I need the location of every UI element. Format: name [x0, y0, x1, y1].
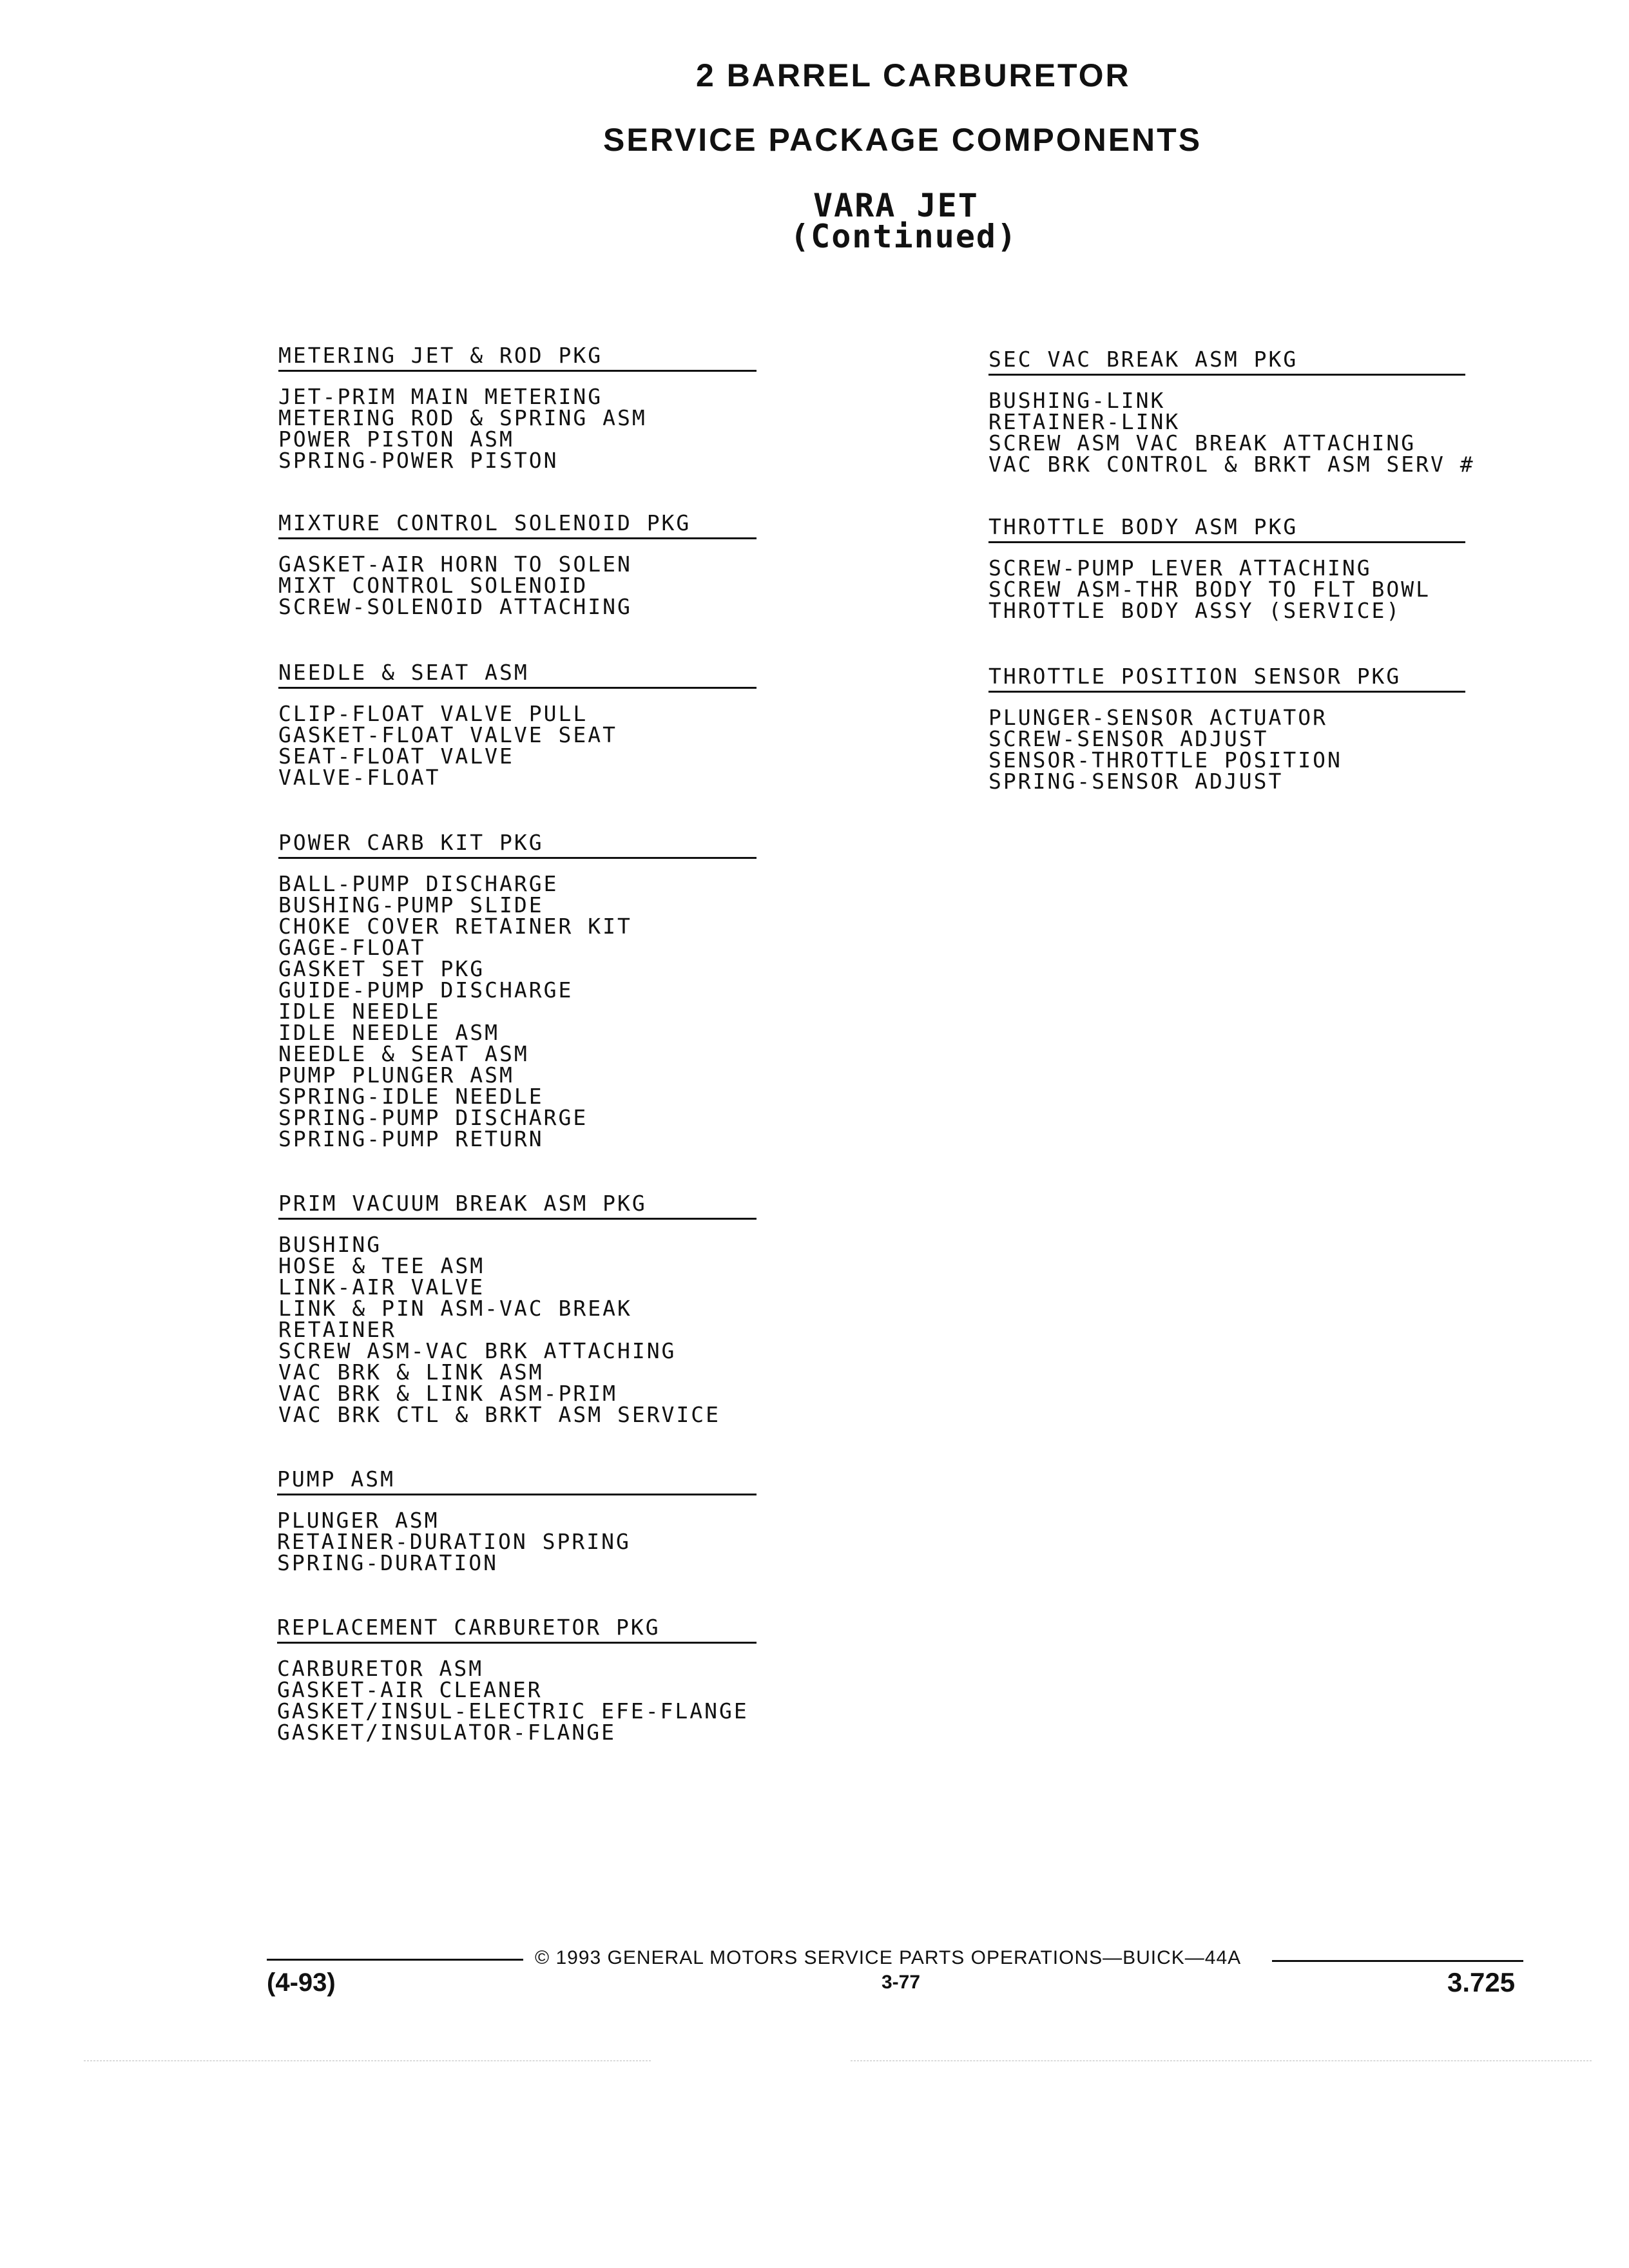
part-item: POWER PISTON ASM — [278, 427, 514, 452]
part-item: VAC BRK & LINK ASM — [278, 1360, 544, 1385]
package-section — [278, 1191, 757, 1425]
part-item: BUSHING — [278, 1232, 382, 1257]
section-header: SEC VAC BREAK ASM PKG — [988, 347, 1298, 372]
part-item: VAC BRK CONTROL & BRKT ASM SERV # — [988, 452, 1475, 477]
package-section — [988, 514, 1465, 621]
section-items — [278, 873, 757, 1149]
package-section — [988, 347, 1475, 477]
section-rule — [988, 374, 1465, 376]
part-item: SCREW-PUMP LEVER ATTACHING — [988, 555, 1372, 581]
section-items — [278, 553, 757, 617]
part-item: LINK & PIN ASM-VAC BREAK — [278, 1296, 632, 1321]
section-rule — [278, 857, 757, 859]
section-items — [278, 703, 757, 788]
section-rule — [988, 541, 1465, 543]
section-rule — [278, 370, 757, 372]
section-header: MIXTURE CONTROL SOLENOID PKG — [278, 510, 691, 535]
part-item: CARBURETOR ASM — [277, 1656, 484, 1681]
section-rule — [277, 1642, 757, 1644]
part-item: PUMP PLUNGER ASM — [278, 1062, 514, 1088]
package-section — [278, 660, 757, 788]
part-item: RETAINER — [278, 1317, 396, 1342]
package-section — [988, 664, 1465, 792]
part-item: GUIDE-PUMP DISCHARGE — [278, 977, 574, 1003]
part-item: IDLE NEEDLE ASM — [278, 1020, 500, 1045]
part-item: VALVE-FLOAT — [278, 765, 441, 790]
part-item: BALL-PUMP DISCHARGE — [278, 871, 559, 896]
part-item: SCREW ASM VAC BREAK ATTACHING — [988, 430, 1416, 456]
part-item: GAGE-FLOAT — [278, 935, 426, 960]
page-title: 2 BARREL CARBURETOR — [696, 57, 1131, 93]
part-item: MIXT CONTROL SOLENOID — [278, 573, 588, 598]
part-item: VAC BRK & LINK ASM-PRIM — [278, 1381, 617, 1406]
section-items — [278, 386, 757, 471]
footer-rule-left — [267, 1959, 523, 1961]
section-items — [988, 557, 1465, 621]
part-item: SPRING-POWER PISTON — [278, 448, 559, 473]
part-item: PLUNGER ASM — [277, 1508, 439, 1533]
section-number: 3.725 — [1447, 1967, 1516, 1997]
section-items — [278, 1234, 757, 1425]
part-item: SPRING-IDLE NEEDLE — [278, 1084, 544, 1109]
part-item: HOSE & TEE ASM — [278, 1253, 485, 1278]
part-item: RETAINER-DURATION SPRING — [277, 1529, 631, 1554]
section-items — [277, 1658, 757, 1743]
part-item: VAC BRK CTL & BRKT ASM SERVICE — [278, 1402, 721, 1427]
part-item: BUSHING-LINK — [988, 388, 1166, 413]
part-item: GASKET-AIR HORN TO SOLEN — [278, 552, 632, 577]
part-item: JET-PRIM MAIN METERING — [278, 384, 603, 409]
footer-rule-right — [1272, 1960, 1523, 1962]
part-item: CHOKE COVER RETAINER KIT — [278, 914, 632, 939]
model-name: VARA JET — [813, 187, 979, 224]
continued-label: (Continued) — [790, 218, 1018, 255]
part-item: THROTTLE BODY ASSY (SERVICE) — [988, 598, 1402, 623]
section-header: REPLACEMENT CARBURETOR PKG — [277, 1615, 660, 1640]
part-item: SPRING-SENSOR ADJUST — [988, 769, 1284, 794]
package-section — [278, 510, 757, 617]
package-section — [277, 1615, 757, 1743]
package-section — [277, 1466, 757, 1573]
part-item: SCREW ASM-VAC BRK ATTACHING — [278, 1338, 677, 1363]
part-item: SENSOR-THROTTLE POSITION — [988, 747, 1342, 773]
part-item: GASKET/INSULATOR-FLANGE — [277, 1720, 616, 1745]
revision-date: (4-93) — [267, 1968, 336, 1997]
section-items — [277, 1510, 757, 1573]
part-item: GASKET-AIR CLEANER — [277, 1677, 543, 1702]
section-header: NEEDLE & SEAT ASM — [278, 660, 529, 685]
part-item: GASKET/INSUL-ELECTRIC EFE-FLANGE — [277, 1698, 749, 1724]
section-rule — [278, 537, 757, 539]
package-section — [278, 830, 757, 1149]
part-item: RETAINER-LINK — [988, 409, 1181, 434]
section-header: PUMP ASM — [277, 1466, 395, 1492]
part-item: SCREW-SOLENOID ATTACHING — [278, 594, 632, 619]
copyright-line: © 1993 GENERAL MOTORS SERVICE PARTS OPERATIONS—BUICK—44A — [535, 1947, 1242, 1968]
section-header: PRIM VACUUM BREAK ASM PKG — [278, 1191, 647, 1216]
part-item: BUSHING-PUMP SLIDE — [278, 892, 544, 918]
section-header: METERING JET & ROD PKG — [278, 343, 603, 368]
part-item: NEEDLE & SEAT ASM — [278, 1041, 529, 1066]
section-header: POWER CARB KIT PKG — [278, 830, 544, 855]
part-item: LINK-AIR VALVE — [278, 1274, 485, 1300]
part-item: CLIP-FLOAT VALVE PULL — [278, 701, 588, 726]
section-rule — [988, 691, 1465, 693]
part-item: SEAT-FLOAT VALVE — [278, 744, 514, 769]
part-item: PLUNGER-SENSOR ACTUATOR — [988, 705, 1327, 730]
page-number: 3-77 — [882, 1972, 921, 1993]
part-item: METERING ROD & SPRING ASM — [278, 405, 647, 430]
page-subtitle: SERVICE PACKAGE COMPONENTS — [603, 122, 1202, 158]
part-item: SCREW ASM-THR BODY TO FLT BOWL — [988, 577, 1431, 602]
part-item: SPRING-PUMP DISCHARGE — [278, 1105, 588, 1130]
section-rule — [277, 1494, 757, 1495]
part-item: SPRING-DURATION — [277, 1550, 499, 1575]
part-item: SCREW-SENSOR ADJUST — [988, 726, 1269, 751]
part-item: GASKET-FLOAT VALVE SEAT — [278, 722, 617, 747]
part-item: GASKET SET PKG — [278, 956, 485, 981]
package-section — [278, 343, 757, 471]
section-items — [988, 388, 1475, 477]
part-item: SPRING-PUMP RETURN — [278, 1126, 544, 1151]
section-rule — [278, 687, 757, 689]
section-header: THROTTLE POSITION SENSOR PKG — [988, 664, 1402, 689]
section-items — [988, 707, 1465, 792]
section-header: THROTTLE BODY ASM PKG — [988, 514, 1298, 539]
part-item: IDLE NEEDLE — [278, 999, 441, 1024]
section-rule — [278, 1218, 757, 1220]
